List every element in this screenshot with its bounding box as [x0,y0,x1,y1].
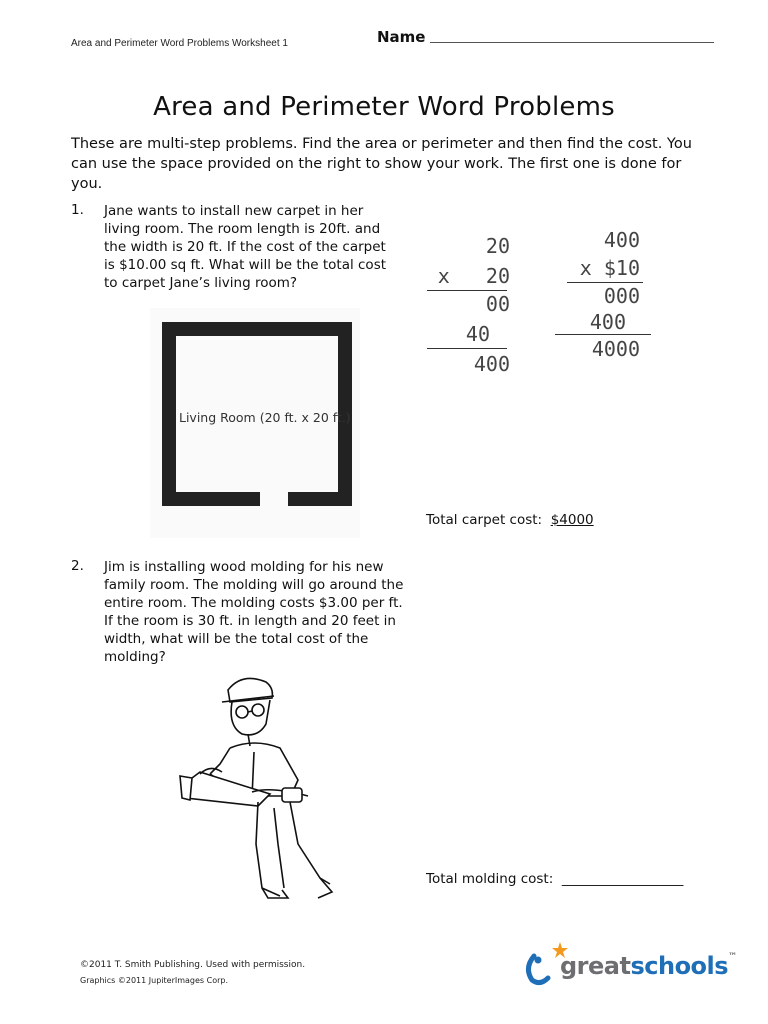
footer-graphics-credit: Graphics ©2011 JupiterImages Corp. [80,976,229,985]
work-left-divider-2 [427,348,507,349]
work-right-line-5: 4000 [591,337,640,361]
brand-trademark: ™ [728,952,737,962]
work-left-line-2: x 20 [437,264,510,288]
problem-2-number: 2. [71,558,84,574]
problem-1-number: 1. [71,202,84,218]
problem-2-text: Jim is installing wood molding for his new family room. The molding will go around the entire room. The molding costs $3.00 per ft. If the room is 30 ft. in length and 20 feet in width, what will be the total cost of the molding? [104,559,404,665]
footer-copyright: ©2011 T. Smith Publishing. Used with permission. [80,960,306,970]
name-label: Name [377,28,426,46]
instructions: These are multi-step problems. Find the area or perimeter and then find the cost. You can use the space provided on the right to show your work. The first one is done for you. [71,136,692,192]
work-left-line-4: 40 [465,322,490,346]
brand-great: great [560,952,631,980]
problem-1-text: Jane wants to install new carpet in her living room. The room length is 20ft. and the width is 20 ft. If the cost of the carpet is $10.00 sq ft. What will be the total cost to carpet Jane’s living room? [104,203,387,291]
work-right-line-3: 000 [603,284,640,308]
greatschools-logo [520,938,737,988]
room-label: Living Room (20 ft. x 20 ft.) [179,410,351,425]
carpenter-illustration [170,668,350,908]
work-left-line-1: 20 [485,234,510,258]
work-right-line-2: x $10 [579,256,640,280]
worksheet-header-title: Area and Perimeter Word Problems Worksheet 1 [71,38,288,49]
page-title: Area and Perimeter Word Problems [153,92,615,122]
work-right-line-1: 400 [603,228,640,252]
problem-2-answer [426,871,683,887]
answer-2-blank[interactable]: __________________ [561,871,684,887]
answer-1-label: Total carpet cost: [426,512,543,528]
brand-schools: schools [630,952,729,980]
answer-1-value: $4000 [550,512,594,528]
greatschools-wordmark [560,952,737,980]
work-left-line-3: 00 [485,292,510,316]
work-right-line-4: 400 [589,310,626,334]
problem-1-answer [426,512,594,528]
answer-2-label: Total molding cost: [426,871,554,887]
work-left-line-5: 400 [473,352,510,376]
carpenter-icon [170,668,350,908]
name-input-line[interactable] [430,42,714,43]
